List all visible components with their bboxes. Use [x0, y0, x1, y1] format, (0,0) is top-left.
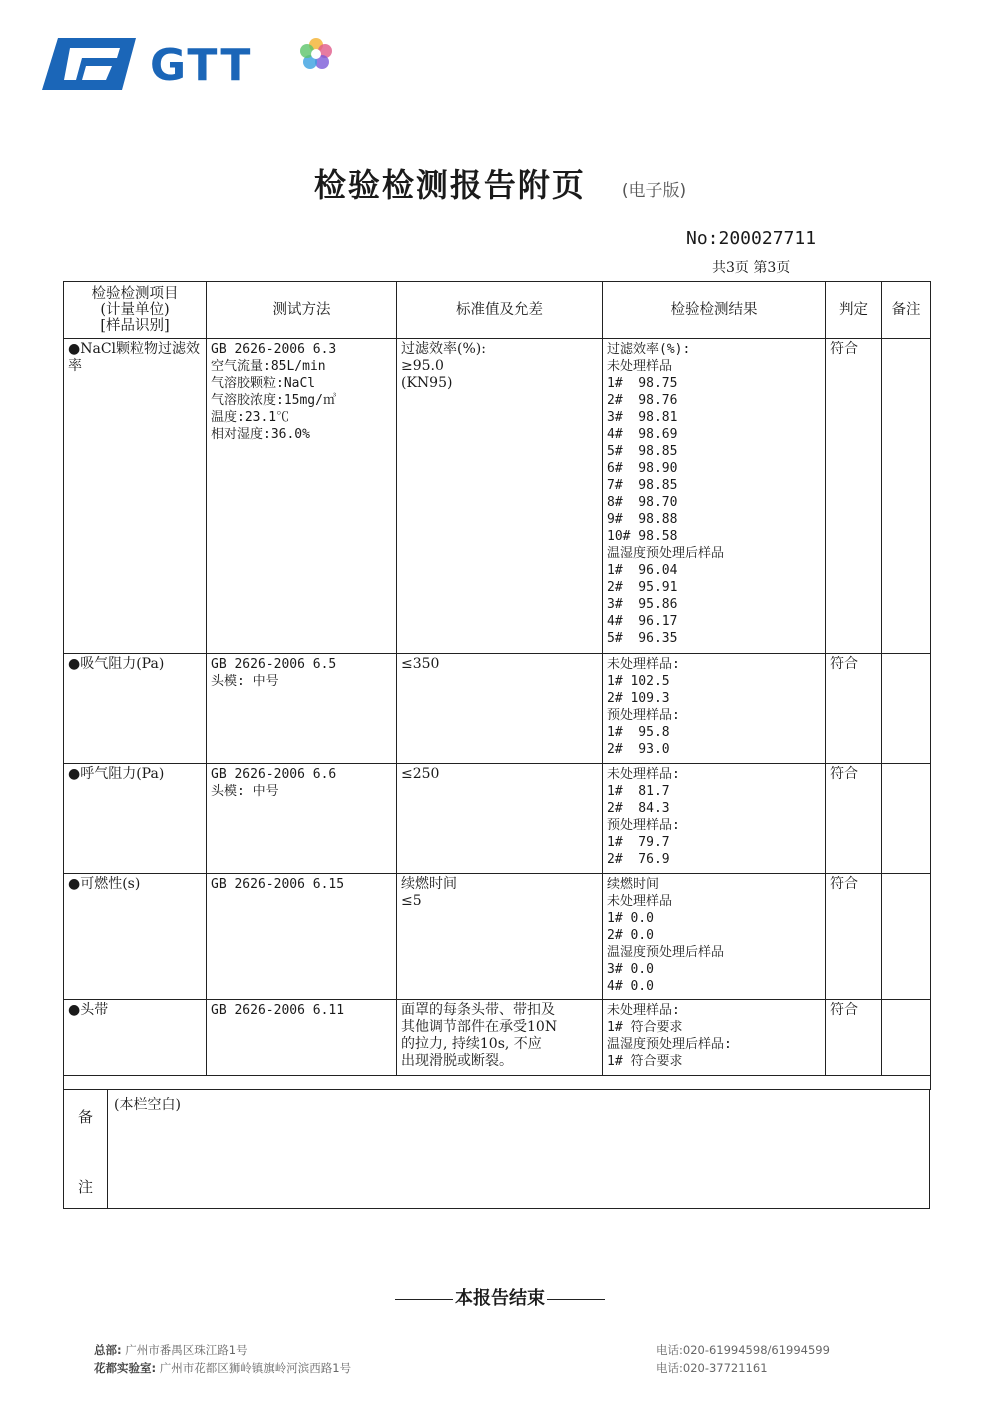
report-end [0, 1284, 1000, 1310]
header-standard: 标准值及允差 [397, 282, 603, 339]
cell-result-line: 1# 95.8 [607, 725, 670, 740]
cell-standard-line: ≤250 [401, 766, 440, 782]
cell-method-line: 气溶胶颗粒:NaCl [211, 376, 316, 391]
header-item-line: [样品识别] [100, 318, 170, 334]
remarks-box [63, 1089, 930, 1209]
cell-standard-line: 续燃时间 [401, 876, 457, 892]
cell-result-line: 温湿度预处理后样品: [607, 1037, 732, 1052]
cell-judgement: 符合 [826, 1000, 882, 1076]
cell-standard-line: 过滤效率(%): [401, 341, 486, 357]
cell-method-line: 温度:23.1℃ [211, 410, 290, 425]
cell-result-line: 2# 109.3 [607, 691, 670, 706]
cell-method-line: 空气流量:85L/min [211, 359, 326, 374]
cell-standard-line: 出现滑脱或断裂。 [401, 1053, 513, 1069]
cell-standard [397, 339, 603, 654]
cell-result-line: 预处理样品: [607, 818, 680, 833]
cell-result-line: 温湿度预处理后样品 [607, 546, 725, 561]
cell-result-line: 2# 98.76 [607, 393, 678, 408]
cell-judgement: 符合 [826, 339, 882, 654]
page-title: 检验检测报告附页 [313, 166, 586, 204]
cell-result [603, 764, 826, 874]
cell-result-line: 1# 79.7 [607, 835, 670, 850]
gtt-logo-mark-icon [40, 36, 140, 92]
cell-result-line: 续燃时间 [607, 877, 660, 892]
cell-item: ●吸气阻力(Pa) [64, 654, 207, 764]
cell-result-line: 过滤效率(%): [607, 342, 691, 357]
footer-lab [94, 1360, 351, 1376]
footer-lab-phone: 电话:020-37721161 [656, 1361, 768, 1375]
report-title-area [0, 160, 1000, 206]
cell-remark [882, 764, 931, 874]
cell-result [603, 339, 826, 654]
cell-standard-line: (KN95) [401, 375, 453, 391]
cell-standard-line: 其他调节部件在承受10N [401, 1019, 558, 1035]
end-dash-left [395, 1299, 453, 1300]
cell-result-line: 未处理样品: [607, 767, 680, 782]
cell-standard-line: 的拉力, 持续10s, 不应 [401, 1036, 542, 1052]
logo-text: GTT [150, 40, 253, 91]
cell-judgement: 符合 [826, 874, 882, 1000]
cell-remark [882, 1000, 931, 1076]
page-count: 共3页 第3页 [712, 260, 791, 276]
end-text: 本报告结束 [455, 1288, 545, 1309]
cell-result-line: 6# 98.90 [607, 461, 678, 476]
remarks-label [64, 1090, 108, 1208]
header-item [64, 282, 207, 339]
cell-method-line: GB 2626-2006 6.15 [211, 877, 345, 892]
cell-result-line: 1# 0.0 [607, 911, 654, 926]
cell-method-line: GB 2626-2006 6.5 [211, 657, 337, 672]
page-subtitle: (电子版) [621, 181, 687, 201]
cell-item: ●头带 [64, 1000, 207, 1076]
footer-hq [94, 1342, 248, 1358]
cell-result-line: 5# 98.85 [607, 444, 678, 459]
cell-result-line: 3# 98.81 [607, 410, 678, 425]
cell-result-line: 1# 98.75 [607, 376, 678, 391]
cell-item: ●NaCl颗粒物过滤效率 [64, 339, 207, 654]
cell-standard-line: ≤350 [401, 656, 440, 672]
cell-result-line: 2# 95.91 [607, 580, 678, 595]
cell-standard [397, 874, 603, 1000]
cell-method [207, 1000, 397, 1076]
table-row [64, 654, 931, 764]
cell-judgement: 符合 [826, 654, 882, 764]
cell-result [603, 874, 826, 1000]
end-dash-right [547, 1299, 605, 1300]
cell-method-line: 头模: 中号 [211, 674, 279, 689]
cell-result-line: 10# 98.58 [607, 529, 678, 544]
cell-remark [882, 339, 931, 654]
cell-method [207, 654, 397, 764]
cell-standard-line: 面罩的每条头带、带扣及 [401, 1002, 555, 1018]
cell-result-line: 7# 98.85 [607, 478, 678, 493]
cell-result-line: 1# 96.04 [607, 563, 678, 578]
cell-result-line: 4# 98.69 [607, 427, 678, 442]
cell-result-line: 2# 93.0 [607, 742, 670, 757]
flower-logo-icon [298, 36, 334, 72]
footer-hq-phone: 电话:020-61994598/61994599 [656, 1343, 830, 1357]
cell-result-line: 4# 96.17 [607, 614, 678, 629]
cell-method-line: GB 2626-2006 6.11 [211, 1003, 345, 1018]
cell-result-line: 温湿度预处理后样品 [607, 945, 725, 960]
cell-method-line: 头模: 中号 [211, 784, 279, 799]
footer-hq-label: 总部: [94, 1343, 122, 1357]
table-row [64, 339, 931, 654]
cell-result-line: 3# 95.86 [607, 597, 678, 612]
header-judgement: 判定 [826, 282, 882, 339]
cell-result-line: 未处理样品 [607, 359, 673, 374]
cell-result-line: 5# 96.35 [607, 631, 678, 646]
cell-method-line: GB 2626-2006 6.6 [211, 767, 337, 782]
cell-method [207, 339, 397, 654]
cell-remark [882, 654, 931, 764]
cell-result-line: 1# 符合要求 [607, 1054, 683, 1069]
cell-result-line: 未处理样品: [607, 1003, 680, 1018]
cell-standard-line: ≤5 [401, 893, 422, 909]
header-item-line: 检验检测项目 [91, 286, 179, 302]
cell-standard [397, 764, 603, 874]
cell-item: ●呼气阻力(Pa) [64, 764, 207, 874]
header-item-line: (计量单位) [100, 302, 170, 318]
cell-judgement: 符合 [826, 764, 882, 874]
cell-result-line: 9# 98.88 [607, 512, 678, 527]
table-row [64, 764, 931, 874]
cell-result-line: 8# 98.70 [607, 495, 678, 510]
report-number: No:200027711 [686, 228, 817, 249]
cell-result-line: 2# 84.3 [607, 801, 670, 816]
remarks-text: (本栏空白) [114, 1097, 181, 1113]
cell-result [603, 1000, 826, 1076]
cell-result-line: 预处理样品: [607, 708, 680, 723]
table-spacer-row [64, 1076, 931, 1090]
cell-method-line: GB 2626-2006 6.3 [211, 342, 337, 357]
cell-standard [397, 654, 603, 764]
remarks-label-top: 备 [78, 1108, 94, 1126]
results-table [63, 281, 931, 1090]
cell-result-line: 2# 0.0 [607, 928, 654, 943]
header-result: 检验检测结果 [603, 282, 826, 339]
cell-remark [882, 874, 931, 1000]
cell-result-line: 3# 0.0 [607, 962, 654, 977]
cell-result-line: 2# 76.9 [607, 852, 670, 867]
cell-result-line: 4# 0.0 [607, 979, 654, 994]
table-header-row [64, 282, 931, 339]
cell-result-line: 1# 81.7 [607, 784, 670, 799]
cell-result-line: 1# 102.5 [607, 674, 670, 689]
cell-method [207, 764, 397, 874]
cell-result-line: 1# 符合要求 [607, 1020, 683, 1035]
header-remark: 备注 [882, 282, 931, 339]
cell-result [603, 654, 826, 764]
cell-standard-line: ≥95.0 [401, 358, 444, 374]
footer-hq-address: 广州市番禺区珠江路1号 [125, 1343, 248, 1357]
cell-result-line: 未处理样品 [607, 894, 673, 909]
cell-item: ●可燃性(s) [64, 874, 207, 1000]
table-row [64, 874, 931, 1000]
footer-lab-label: 花都实验室: [94, 1361, 157, 1375]
cell-standard [397, 1000, 603, 1076]
footer-lab-address: 广州市花都区狮岭镇旗岭河滨西路1号 [159, 1361, 352, 1375]
cell-result-line: 未处理样品: [607, 657, 680, 672]
cell-method [207, 874, 397, 1000]
remarks-label-bottom: 注 [78, 1178, 94, 1196]
table-row [64, 1000, 931, 1076]
header-method: 测试方法 [207, 282, 397, 339]
cell-method-line: 气溶胶浓度:15mg/㎥ [211, 393, 336, 408]
cell-method-line: 相对湿度:36.0% [211, 427, 310, 442]
